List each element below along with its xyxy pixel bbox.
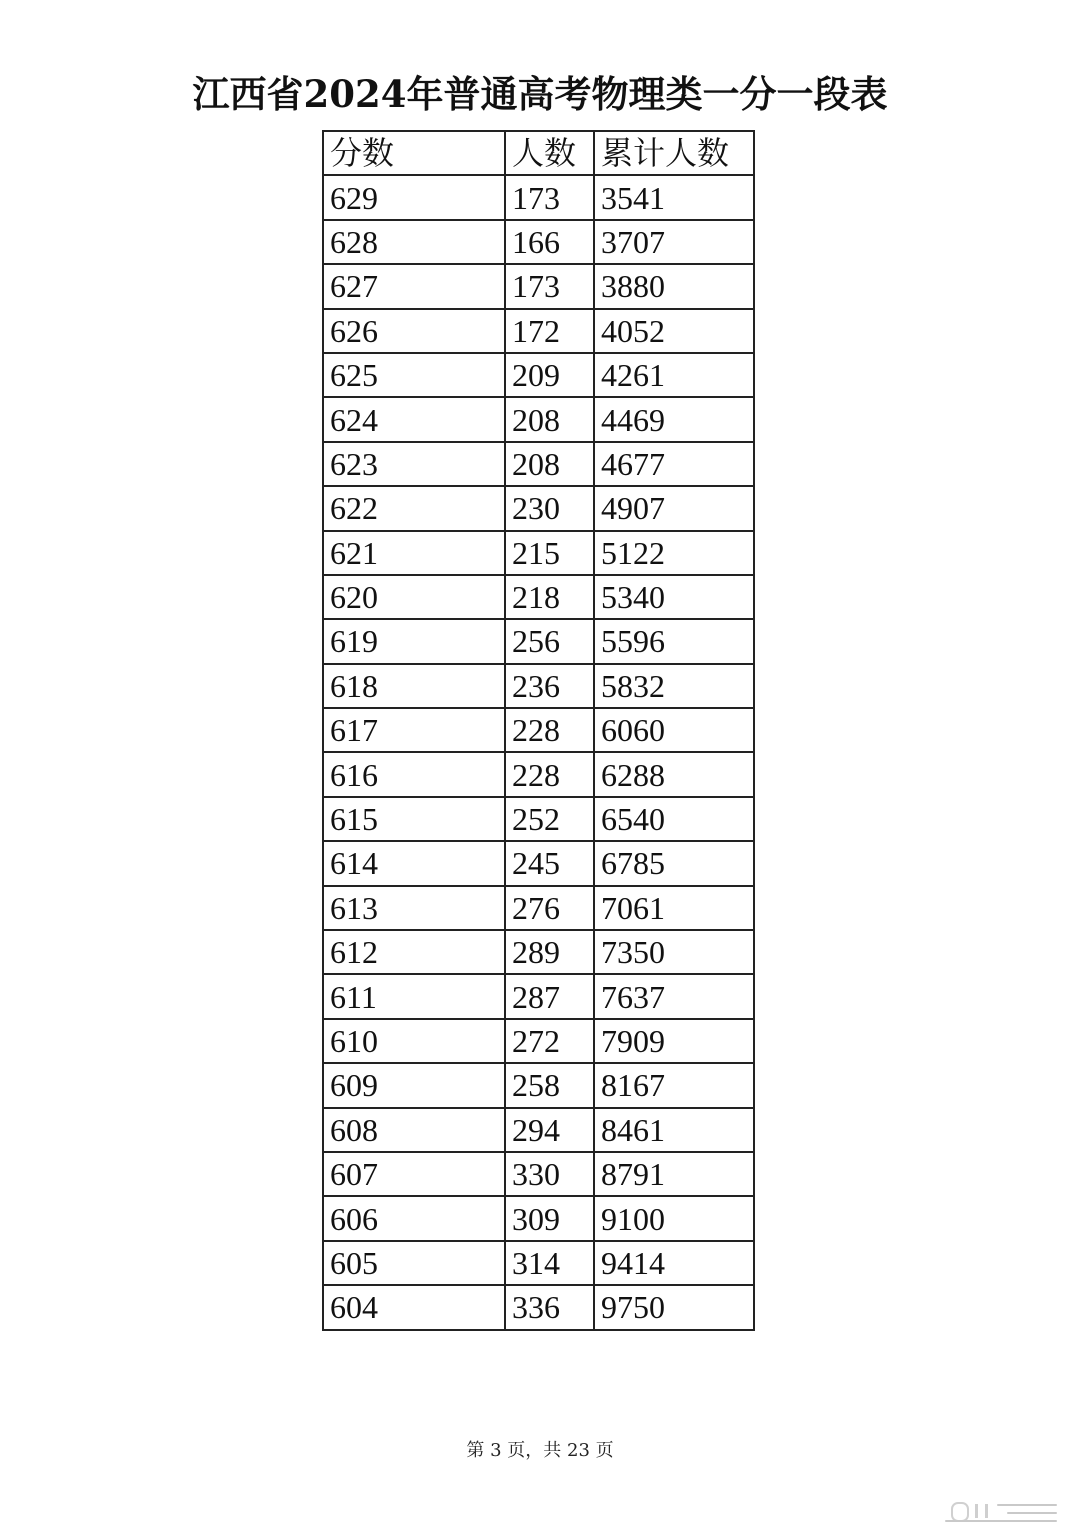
table-row — [323, 752, 754, 796]
score-cell: 608 — [323, 1108, 505, 1152]
cumulative-cell: 6540 — [594, 797, 754, 841]
table-row — [323, 886, 754, 930]
score-cell: 610 — [323, 1019, 505, 1063]
page-title: 江西省2024年普通高考物理类一分一段表 — [192, 72, 888, 116]
cumulative-cell: 9750 — [594, 1285, 754, 1329]
cumulative-cell: 9414 — [594, 1241, 754, 1285]
table-row — [323, 619, 754, 663]
cumulative-cell: 6288 — [594, 752, 754, 796]
cumulative-cell: 5832 — [594, 664, 754, 708]
cumulative-cell: 8791 — [594, 1152, 754, 1196]
cumulative-cell: 4677 — [594, 442, 754, 486]
cumulative-cell: 6060 — [594, 708, 754, 752]
table-row — [323, 353, 754, 397]
count-cell: 336 — [505, 1285, 594, 1329]
header-score: 分数 — [323, 131, 505, 175]
score-cell: 614 — [323, 841, 505, 885]
count-cell: 208 — [505, 397, 594, 441]
score-cell: 611 — [323, 974, 505, 1018]
score-cell: 612 — [323, 930, 505, 974]
count-cell: 309 — [505, 1196, 594, 1240]
score-cell: 616 — [323, 752, 505, 796]
table-row — [323, 264, 754, 308]
score-cell: 605 — [323, 1241, 505, 1285]
count-cell: 252 — [505, 797, 594, 841]
cumulative-cell: 8167 — [594, 1063, 754, 1107]
table-row — [323, 1241, 754, 1285]
count-cell: 245 — [505, 841, 594, 885]
count-cell: 173 — [505, 175, 594, 219]
table-row — [323, 841, 754, 885]
table-row — [323, 1196, 754, 1240]
table-row — [323, 442, 754, 486]
cumulative-cell: 7637 — [594, 974, 754, 1018]
table-row — [323, 664, 754, 708]
table-row — [323, 1285, 754, 1329]
score-cell: 620 — [323, 575, 505, 619]
table-header-row — [323, 131, 754, 175]
table-row — [323, 175, 754, 219]
score-cell: 628 — [323, 220, 505, 264]
table-row — [323, 1152, 754, 1196]
score-cell: 607 — [323, 1152, 505, 1196]
header-count: 人数 — [505, 131, 594, 175]
count-cell: 272 — [505, 1019, 594, 1063]
count-cell: 276 — [505, 886, 594, 930]
count-cell: 287 — [505, 974, 594, 1018]
score-cell: 622 — [323, 486, 505, 530]
count-cell: 218 — [505, 575, 594, 619]
score-distribution-table — [322, 130, 755, 1331]
count-cell: 209 — [505, 353, 594, 397]
score-cell: 624 — [323, 397, 505, 441]
cumulative-cell: 7350 — [594, 930, 754, 974]
cumulative-cell: 4907 — [594, 486, 754, 530]
table-row — [323, 930, 754, 974]
cumulative-cell: 4052 — [594, 309, 754, 353]
table-row — [323, 1063, 754, 1107]
table-row — [323, 220, 754, 264]
score-cell: 609 — [323, 1063, 505, 1107]
score-cell: 621 — [323, 531, 505, 575]
count-cell: 256 — [505, 619, 594, 663]
cumulative-cell: 3541 — [594, 175, 754, 219]
score-cell: 623 — [323, 442, 505, 486]
cumulative-cell: 8461 — [594, 1108, 754, 1152]
count-cell: 228 — [505, 752, 594, 796]
table-row — [323, 531, 754, 575]
score-cell: 618 — [323, 664, 505, 708]
count-cell: 314 — [505, 1241, 594, 1285]
table-row — [323, 708, 754, 752]
count-cell: 166 — [505, 220, 594, 264]
count-cell: 230 — [505, 486, 594, 530]
score-cell: 619 — [323, 619, 505, 663]
table-row — [323, 397, 754, 441]
cumulative-cell: 5122 — [594, 531, 754, 575]
count-cell: 228 — [505, 708, 594, 752]
table-row — [323, 1108, 754, 1152]
cumulative-cell: 7061 — [594, 886, 754, 930]
table-row — [323, 486, 754, 530]
score-cell: 606 — [323, 1196, 505, 1240]
cumulative-cell: 4261 — [594, 353, 754, 397]
score-cell: 617 — [323, 708, 505, 752]
cumulative-cell: 3707 — [594, 220, 754, 264]
score-cell: 626 — [323, 309, 505, 353]
count-cell: 330 — [505, 1152, 594, 1196]
table-body — [323, 175, 754, 1329]
score-cell: 615 — [323, 797, 505, 841]
count-cell: 208 — [505, 442, 594, 486]
cumulative-cell: 9100 — [594, 1196, 754, 1240]
count-cell: 289 — [505, 930, 594, 974]
table-row — [323, 309, 754, 353]
table-row — [323, 1019, 754, 1063]
table-row — [323, 974, 754, 1018]
page-footer: 第 3 页，共 23 页 — [466, 1440, 614, 1461]
cumulative-cell: 3880 — [594, 264, 754, 308]
score-cell: 613 — [323, 886, 505, 930]
cumulative-cell: 5340 — [594, 575, 754, 619]
cumulative-cell: 5596 — [594, 619, 754, 663]
cumulative-cell: 7909 — [594, 1019, 754, 1063]
app-watermark-icon — [945, 1500, 1063, 1524]
table-row — [323, 575, 754, 619]
count-cell: 172 — [505, 309, 594, 353]
count-cell: 258 — [505, 1063, 594, 1107]
table-row — [323, 797, 754, 841]
score-cell: 604 — [323, 1285, 505, 1329]
score-cell: 625 — [323, 353, 505, 397]
count-cell: 236 — [505, 664, 594, 708]
count-cell: 173 — [505, 264, 594, 308]
count-cell: 215 — [505, 531, 594, 575]
score-cell: 629 — [323, 175, 505, 219]
cumulative-cell: 4469 — [594, 397, 754, 441]
score-cell: 627 — [323, 264, 505, 308]
cumulative-cell: 6785 — [594, 841, 754, 885]
count-cell: 294 — [505, 1108, 594, 1152]
header-cumulative: 累计人数 — [594, 131, 754, 175]
